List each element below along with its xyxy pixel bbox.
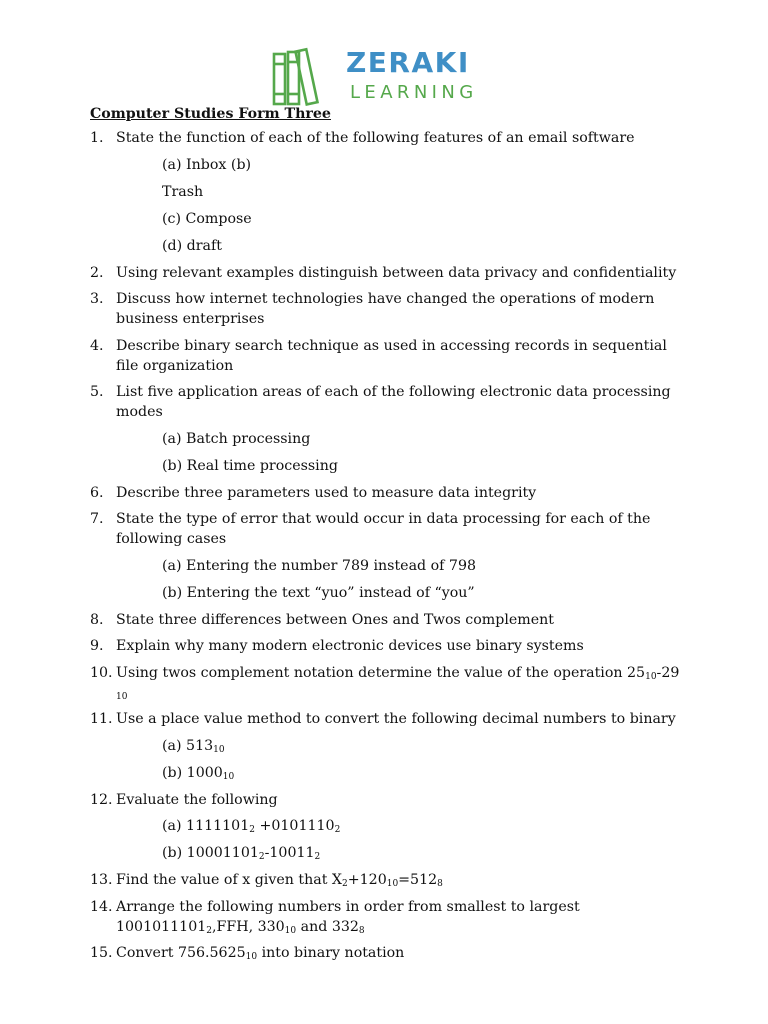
question-item	[90, 790, 690, 864]
question-item	[90, 509, 690, 603]
question-text: Use a place value method to convert the following decimal numbers to binary	[116, 711, 676, 727]
question-number: 14.	[90, 898, 113, 915]
question-text: State three differences between Ones and Twos complement	[116, 611, 554, 628]
question-item	[90, 663, 690, 703]
sub-question: (b) $10001101_2-10011_2$	[162, 845, 321, 862]
question-number: 11.	[90, 711, 113, 727]
question-item	[90, 636, 690, 656]
sub-question: (a) Batch processing	[162, 430, 311, 447]
sub-question: (b) Real time processing	[162, 457, 338, 474]
sub-question-list	[162, 429, 690, 476]
question-text: Explain why many modern electronic devices use binary systems	[116, 638, 584, 654]
sub-question-list	[162, 556, 690, 603]
question-text: Using relevant examples distinguish between data privacy and confidentiality	[116, 264, 677, 281]
question-text: Discuss how internet technologies have changed the operations of modern business enterprises	[116, 291, 655, 327]
question-number: 3.	[90, 291, 104, 307]
question-item	[90, 336, 690, 376]
question-number: 8.	[90, 611, 104, 628]
sub-question: (d) draft	[162, 237, 222, 254]
question-number: 2.	[90, 264, 104, 281]
sub-question: (c) Compose	[162, 210, 252, 227]
zeraki-logo	[270, 44, 500, 108]
question-text: State the type of error that would occur in data processing for each of the following cases	[116, 511, 651, 547]
question-number: 10.	[90, 664, 113, 681]
question-text: Describe three parameters used to measure data integrity	[116, 484, 537, 501]
question-list	[90, 128, 690, 963]
sub-question-list	[162, 816, 690, 863]
brand-tagline: LEARNING	[350, 82, 478, 103]
sub-question: (a) Inbox (b)	[162, 156, 252, 173]
question-text: Arrange the following numbers in order from smallest to largest $1001011101_2,FFH$, $330_{10}$ and $332_8$	[116, 898, 580, 936]
question-item	[90, 382, 690, 476]
question-number: 7.	[90, 511, 104, 527]
sub-question-list	[162, 155, 690, 256]
sub-question: (a) Entering the number 789 instead of 798	[162, 557, 476, 574]
question-item	[90, 128, 690, 256]
question-item	[90, 943, 690, 963]
document-title: Computer Studies Form Three	[90, 106, 331, 122]
question-number: 6.	[90, 484, 104, 501]
question-number: 5.	[90, 384, 104, 400]
question-number: 9.	[90, 638, 104, 654]
question-text: State the function of each of the following features of an email software	[116, 130, 635, 146]
question-item	[90, 610, 690, 630]
question-text: Describe binary search technique as used in accessing records in sequential file organization	[116, 337, 667, 374]
brand-name: ZERAKI	[346, 46, 470, 79]
question-number: 4.	[90, 337, 104, 354]
document-body	[90, 104, 690, 970]
sub-question: Trash	[162, 183, 204, 200]
sub-question: (a) $1111101_2 +0101110_2$	[162, 818, 341, 835]
sub-question-list	[162, 736, 690, 783]
question-number: 15.	[90, 945, 113, 961]
question-number: 13.	[90, 872, 113, 888]
question-text: Convert $756.5625_{10}$ into binary notation	[116, 945, 405, 962]
sub-question: (a) $513_{10}$	[162, 737, 225, 755]
question-text: List five application areas of each of the following electronic data processing modes	[116, 384, 671, 420]
sub-question: (b) $1000_{10}$	[162, 764, 235, 782]
books-logo-icon	[270, 44, 336, 108]
question-text: Find the value of x given that $X_2+120_{10}=512_8$	[116, 872, 443, 889]
question-text: Using twos complement notation determine the value of the operation $25_{10}-29$ $_{10}$	[116, 664, 680, 702]
question-item	[90, 870, 690, 890]
question-item	[90, 897, 690, 937]
question-item	[90, 289, 690, 329]
sub-question: (b) Entering the text “yuo” instead of “you”	[162, 584, 475, 601]
question-item	[90, 709, 690, 783]
question-item	[90, 483, 690, 503]
question-item	[90, 263, 690, 283]
question-number: 1.	[90, 130, 104, 146]
question-text: Evaluate the following	[116, 791, 278, 808]
question-number: 12.	[90, 791, 113, 808]
